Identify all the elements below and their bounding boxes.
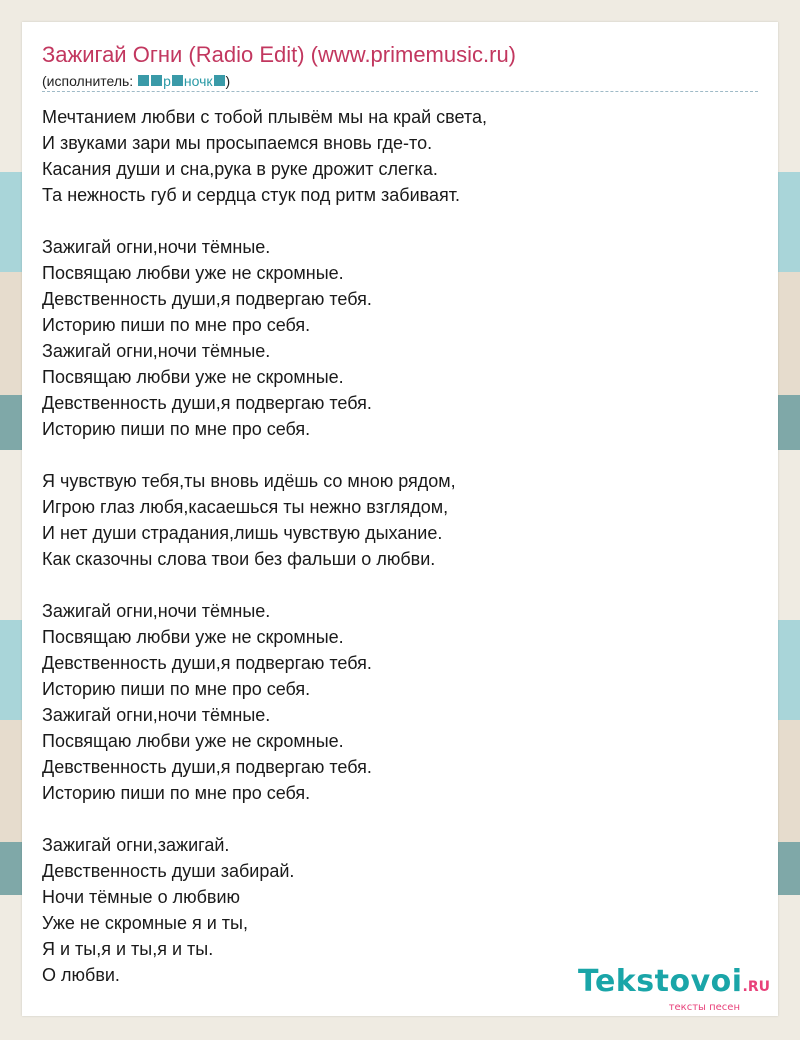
lyrics-stanza <box>42 104 758 208</box>
lyric-line: Та нежность губ и сердца стук под ритм забиваят. <box>42 185 460 205</box>
lyric-line: Как сказочны слова твои без фальши о любви. <box>42 549 436 569</box>
artist-link[interactable] <box>137 73 225 89</box>
lyric-line: Историю пиши по мне про себя. <box>42 783 311 803</box>
lyric-line: Зажигай огни,зажигай. <box>42 835 230 855</box>
lyric-line: И звуками зари мы просыпаемся вновь где-то. <box>42 133 433 153</box>
lyric-line: Девственность души,я подвергаю тебя. <box>42 393 372 413</box>
lyric-line: Историю пиши по мне про себя. <box>42 679 311 699</box>
lyric-line: И нет души страдания,лишь чувствую дыхание. <box>42 523 443 543</box>
lyric-line: Я чувствую тебя,ты вновь идёшь со мною рядом, <box>42 471 456 491</box>
artist-prefix: (исполнитель: <box>42 73 138 89</box>
logo-tagline: тексты песен <box>668 1002 740 1013</box>
lyric-line: Игрою глаз любя,касаешься ты нежно взглядом, <box>42 497 449 517</box>
lyric-line: Посвящаю любви уже не скромные. <box>42 367 344 387</box>
lyrics-stanza <box>42 598 758 806</box>
lyric-line: Ночи тёмные о любвию <box>42 887 241 907</box>
lyric-line: Уже не скромные я и ты, <box>42 913 248 933</box>
lyrics-body <box>42 104 758 988</box>
lyric-line: Посвящаю любви уже не скромные. <box>42 731 344 751</box>
artist-fragment: р <box>163 73 171 89</box>
lyrics-stanza <box>42 468 758 572</box>
missing-glyph-icon <box>138 75 149 86</box>
lyric-line: Зажигай огни,ночи тёмные. <box>42 237 271 257</box>
artist-fragment: ночк <box>183 73 213 89</box>
logo-tld: .RU <box>742 979 770 995</box>
site-logo[interactable] <box>577 964 770 1014</box>
artist-suffix: ) <box>225 73 231 89</box>
lyric-line: Зажигай огни,ночи тёмные. <box>42 341 271 361</box>
lyric-line: Я и ты,я и ты,я и ты. <box>42 939 214 959</box>
lyric-line: Историю пиши по мне про себя. <box>42 315 311 335</box>
lyric-line: Мечтанием любви с тобой плывём мы на край света, <box>42 107 487 127</box>
lyrics-card <box>22 22 778 1016</box>
lyric-line: Зажигай огни,ночи тёмные. <box>42 601 271 621</box>
missing-glyph-icon <box>172 75 183 86</box>
lyrics-stanza <box>42 234 758 442</box>
lyric-line: Девственность души,я подвергаю тебя. <box>42 757 372 777</box>
lyric-line: Девственность души,я подвергаю тебя. <box>42 289 372 309</box>
lyric-line: Девственность души забирай. <box>42 861 295 881</box>
lyric-line: Посвящаю любви уже не скромные. <box>42 627 344 647</box>
missing-glyph-icon <box>151 75 162 86</box>
logo-name: Tekstovoi <box>577 964 743 999</box>
artist-line <box>42 73 230 89</box>
lyric-line: Касания души и сна,рука в руке дрожит слегка. <box>42 159 438 179</box>
lyric-line: Девственность души,я подвергаю тебя. <box>42 653 372 673</box>
lyric-line: О любви. <box>42 965 120 985</box>
lyric-line: Посвящаю любви уже не скромные. <box>42 263 344 283</box>
missing-glyph-icon <box>214 75 225 86</box>
lyric-line: Историю пиши по мне про себя. <box>42 419 311 439</box>
lyric-line: Зажигай огни,ночи тёмные. <box>42 705 271 725</box>
divider <box>42 91 758 92</box>
song-title: Зажигай Огни (Radio Edit) (www.primemusic.ru) <box>42 42 517 67</box>
